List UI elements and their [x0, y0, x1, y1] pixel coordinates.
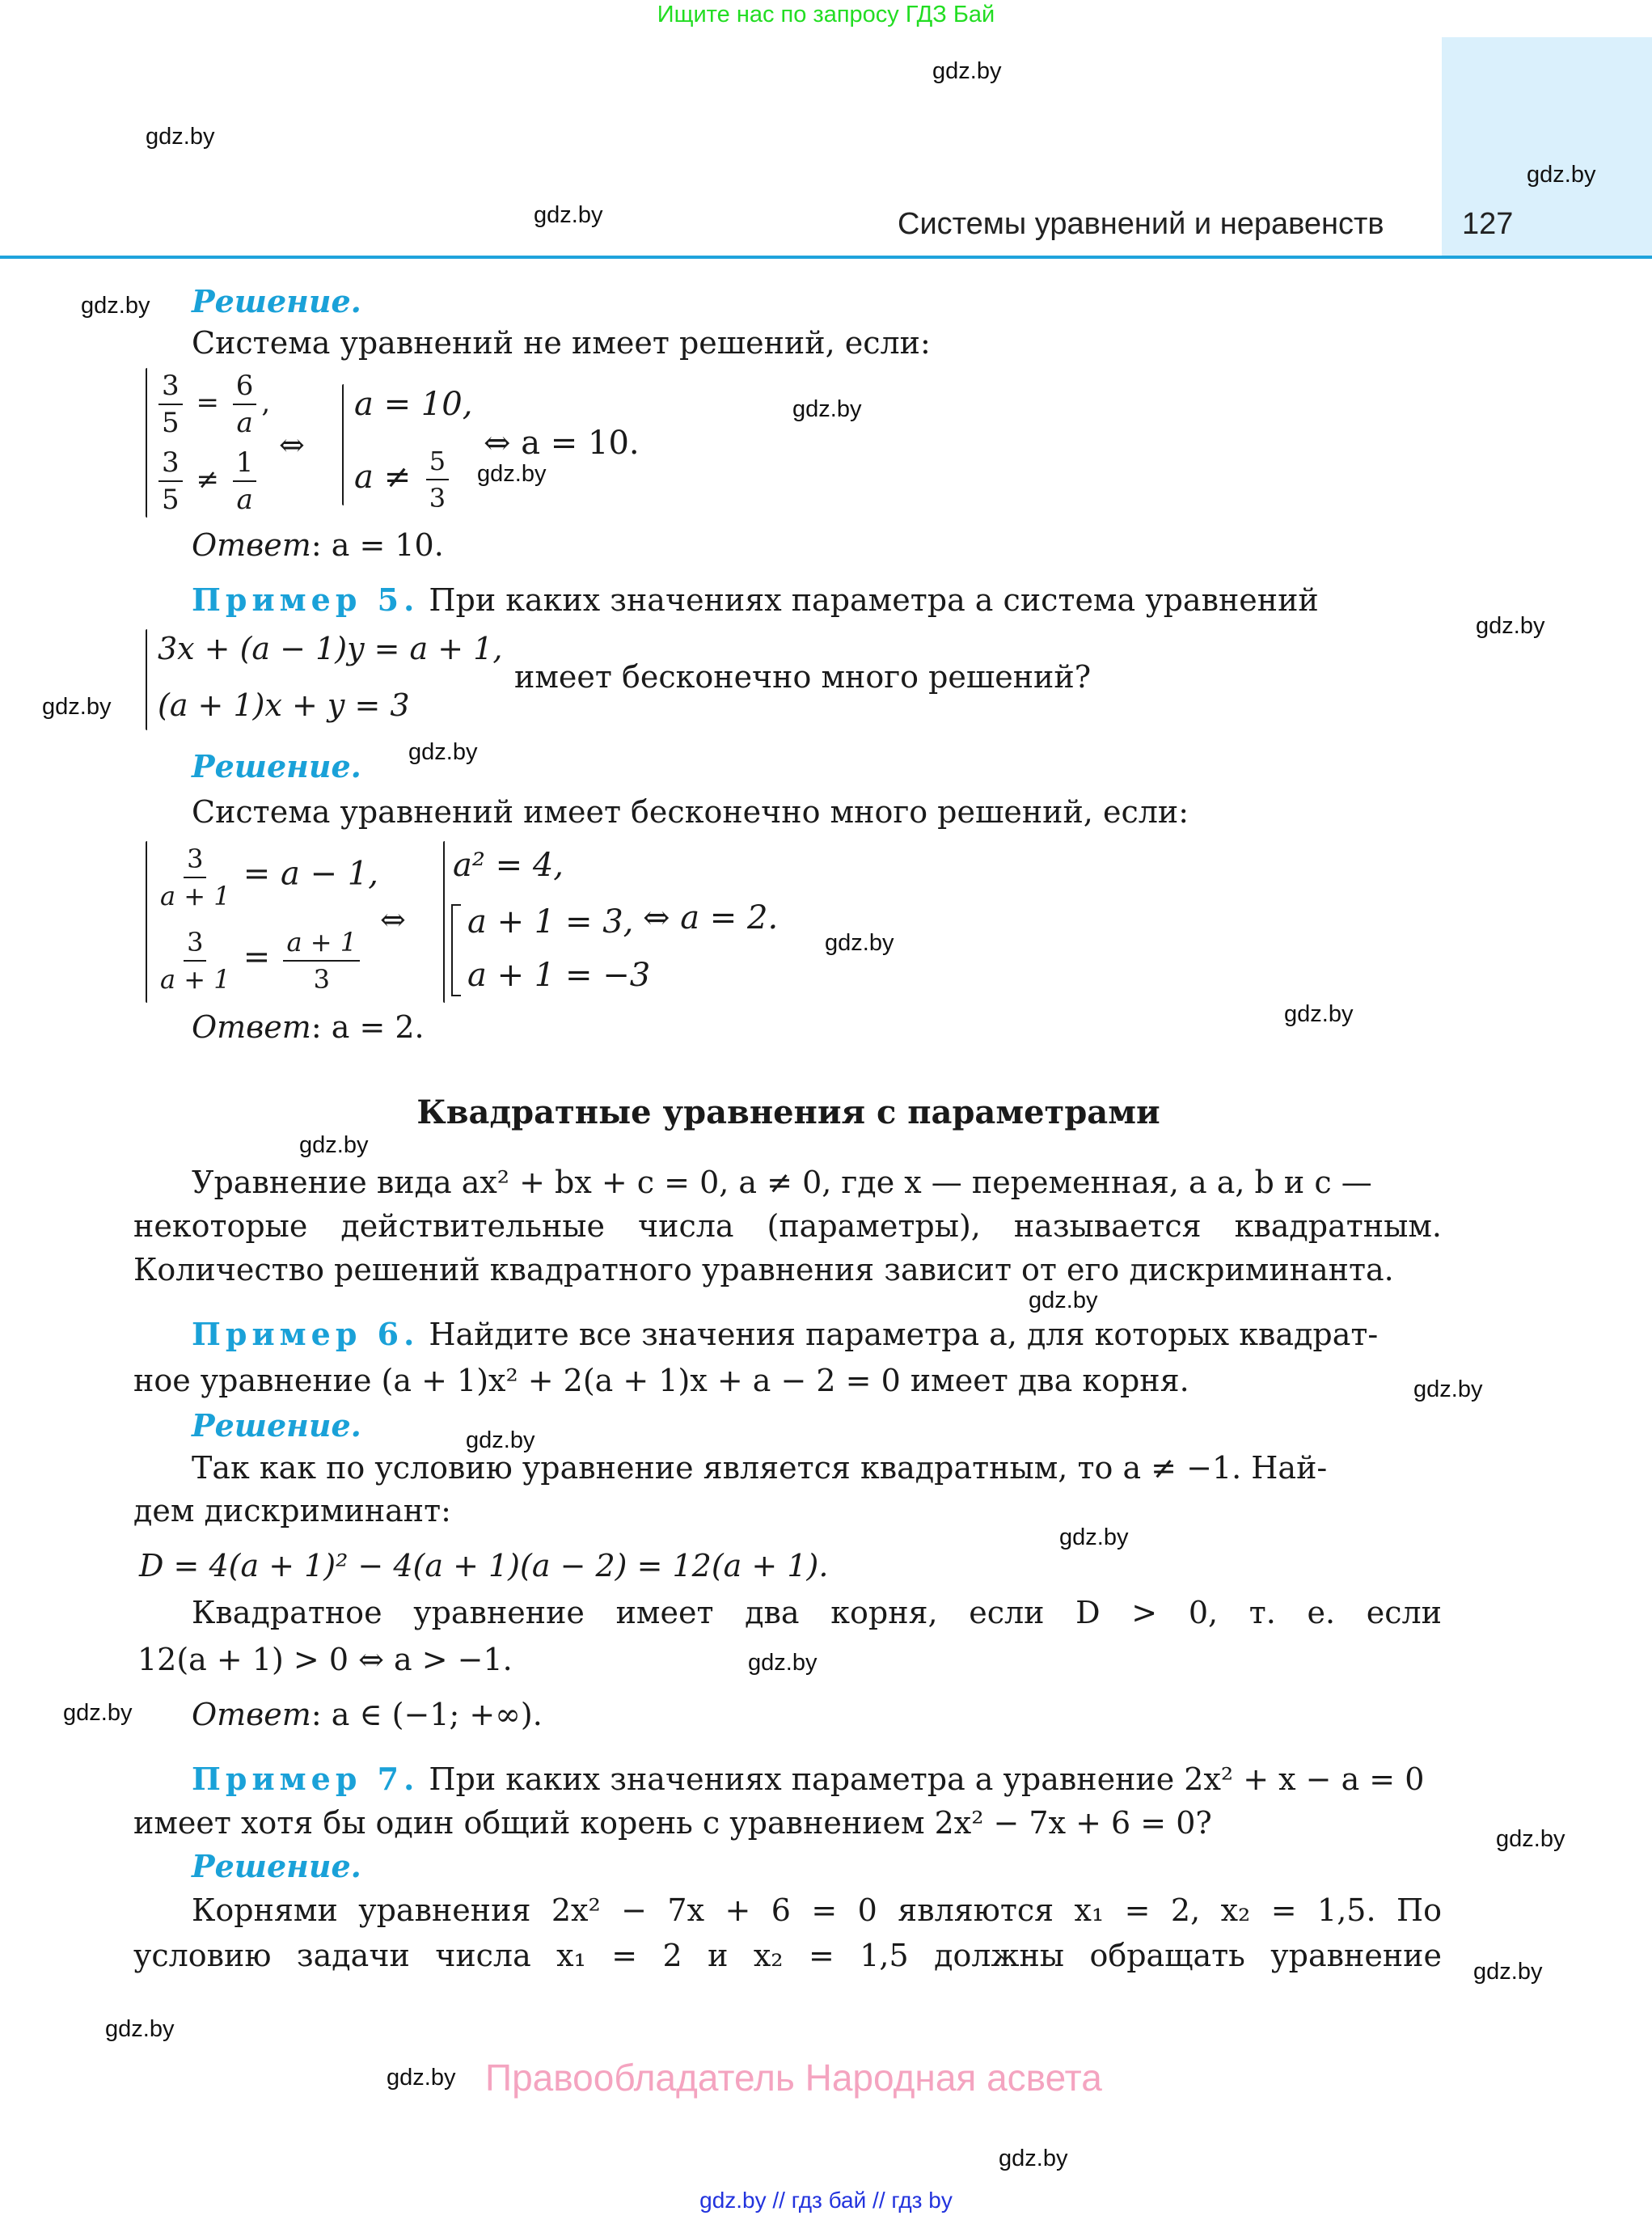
paragraph: имеет хотя бы один общий корень с уравнением 2x² − 7x + 6 = 0?	[133, 1805, 1212, 1841]
system-brace	[342, 384, 344, 505]
result: ⇔ a = 2.	[643, 899, 779, 937]
paragraph: Система уравнений не имеет решений, если:	[192, 325, 931, 361]
watermark: gdz.by	[1527, 162, 1596, 188]
example-7-statement: Пример 7. При каких значениях параметра a уравнение 2x² + x − a = 0	[192, 1761, 1425, 1797]
system-brace	[146, 368, 147, 518]
system-row: 3x + (a − 1)y = a + 1,	[158, 631, 503, 666]
watermark: gdz.by	[1496, 1826, 1565, 1852]
system-row: a = 10,	[354, 386, 473, 423]
paragraph: Квадратное уравнение имеет два корня, если D > 0, т. е. если	[192, 1595, 1442, 1630]
watermark: gdz.by	[105, 2016, 175, 2042]
header-rule	[0, 256, 1652, 259]
paragraph: Количество решений квадратного уравнения зависит от его дискриминанта.	[133, 1252, 1394, 1287]
watermark: gdz.by	[825, 930, 894, 956]
footer-links[interactable]: gdz.by // гдз бай // гдз by	[699, 2188, 953, 2213]
running-title: Системы уравнений и неравенств	[898, 207, 1384, 241]
watermark: gdz.by	[387, 2065, 456, 2091]
paragraph: имеет бесконечно много решений?	[514, 659, 1092, 695]
example-6-statement: Пример 6. Найдите все значения параметра a, для которых квадрат-	[192, 1316, 1379, 1352]
equivalence: ⇔	[279, 427, 305, 463]
answer: Ответ: a = 10.	[192, 527, 444, 563]
union-bracket	[451, 904, 461, 996]
solution-label: Решение.	[192, 1848, 361, 1884]
watermark: gdz.by	[81, 293, 150, 319]
watermark: gdz.by	[1413, 1376, 1483, 1402]
watermark: gdz.by	[999, 2146, 1068, 2171]
system-row: (a + 1)x + y = 3	[158, 687, 410, 723]
watermark: gdz.by	[1476, 613, 1545, 639]
section-heading: Квадратные уравнения с параметрами	[416, 1093, 1160, 1131]
watermark: gdz.by	[1284, 1001, 1354, 1027]
example-5-statement: Пример 5. При каких значениях параметра a система уравнений	[192, 581, 1319, 618]
formula: D = 4(a + 1)² − 4(a + 1)(a − 2) = 12(a + 1).	[139, 1548, 829, 1583]
result: ⇔ a = 10.	[484, 425, 640, 462]
solution-label: Решение.	[192, 1407, 361, 1444]
watermark: gdz.by	[1059, 1524, 1129, 1550]
system-row: $\frac{3}{5}$ = $\frac{6}{a}$ ,	[154, 368, 270, 441]
formula: 12(a + 1) > 0 ⇔ a > −1.	[137, 1642, 513, 1677]
watermark: gdz.by	[466, 1427, 535, 1453]
watermark: gdz.by	[477, 461, 547, 487]
system-row: $\frac{3}{a + 1}$ = $\frac{a + 1}{3}$	[155, 924, 365, 997]
paragraph: некоторые действительные числа (параметры), называется квадратным.	[133, 1208, 1442, 1244]
paragraph: условию задачи числа x₁ = 2 и x₂ = 1,5 должны обращать уравнение	[133, 1938, 1442, 1973]
watermark: gdz.by	[146, 124, 215, 150]
system-row: $\frac{3}{5}$ ≠ $\frac{1}{a}$	[154, 445, 261, 518]
system-brace	[146, 629, 147, 730]
system-row: a² = 4,	[453, 847, 564, 884]
page-number: 127	[1462, 207, 1514, 241]
watermark: gdz.by	[42, 694, 112, 720]
watermark: gdz.by	[534, 202, 603, 228]
system-row: a + 1 = −3	[467, 957, 651, 994]
equivalence: ⇔	[380, 902, 406, 937]
system-brace	[443, 841, 445, 1003]
paragraph: ное уравнение (a + 1)x² + 2(a + 1)x + a − 2 = 0 имеет два корня.	[133, 1363, 1189, 1398]
watermark: gdz.by	[1473, 1959, 1543, 1985]
watermark: gdz.by	[299, 1132, 369, 1158]
system-row: a + 1 = 3,	[467, 903, 634, 941]
system-brace	[146, 841, 147, 1003]
watermark: gdz.by	[1029, 1287, 1098, 1313]
solution-label: Решение.	[192, 283, 361, 319]
paragraph: дем дискриминант:	[133, 1493, 451, 1528]
watermark: gdz.by	[932, 58, 1002, 84]
paragraph: Уравнение вида ax² + bx + c = 0, a ≠ 0, где x — переменная, а a, b и c —	[192, 1165, 1372, 1200]
answer: Ответ: a ∈ (−1; +∞).	[192, 1697, 543, 1732]
answer: Ответ: a = 2.	[192, 1009, 425, 1045]
paragraph: Корнями уравнения 2x² − 7x + 6 = 0 являются x₁ = 2, x₂ = 1,5. По	[192, 1892, 1442, 1928]
paragraph: Так как по условию уравнение является квадратным, то a ≠ −1. Най-	[192, 1450, 1328, 1486]
watermark: gdz.by	[63, 1700, 133, 1726]
top-banner: Ищите нас по запросу ГДЗ Бай	[657, 2, 995, 27]
paragraph: Система уравнений имеет бесконечно много решений, если:	[192, 794, 1189, 830]
watermark: gdz.by	[748, 1650, 818, 1676]
system-row: a ≠ $\frac{5}{3}$	[354, 443, 454, 516]
solution-label: Решение.	[192, 748, 361, 784]
system-row: $\frac{3}{a + 1}$ = a − 1,	[155, 841, 378, 914]
watermark: gdz.by	[792, 396, 862, 422]
copyright-notice: Правообладатель Народная асвета	[485, 2057, 1102, 2099]
watermark: gdz.by	[408, 739, 478, 765]
